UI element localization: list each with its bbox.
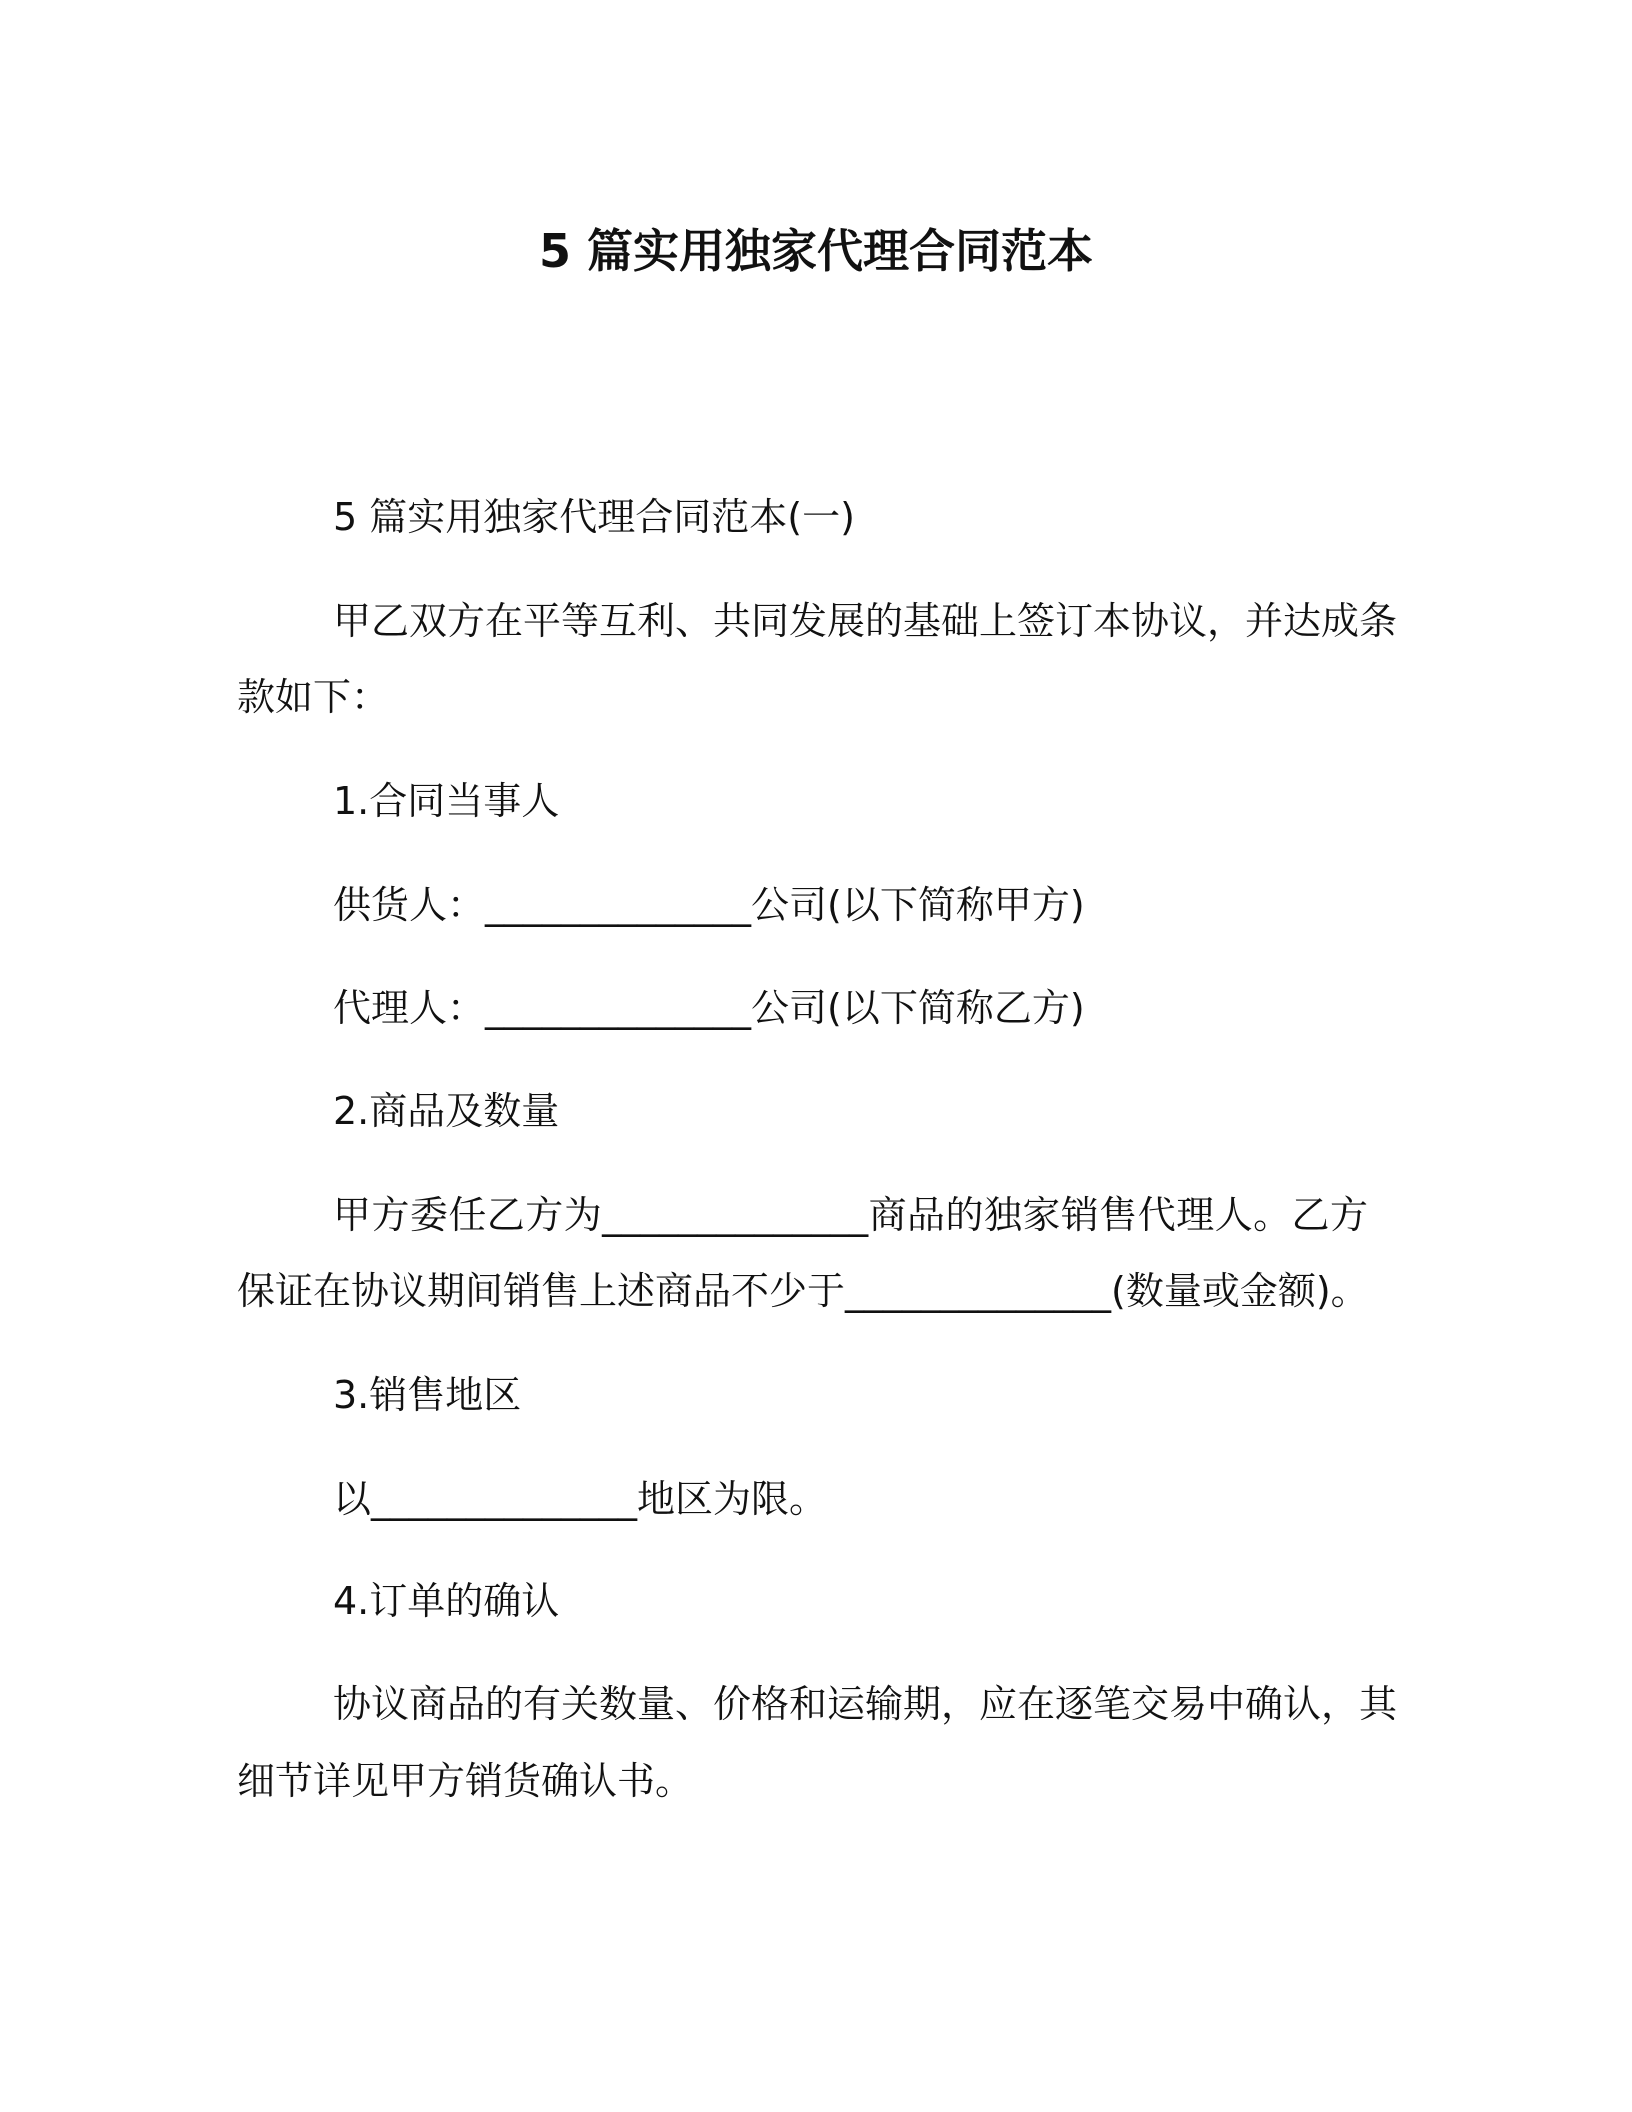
region-line: 以______________地区为限。 — [333, 1477, 828, 1521]
document-title: 5 篇实用独家代理合同范本 — [538, 224, 1094, 278]
section-heading-sales-region: 3.销售地区 — [333, 1373, 522, 1417]
intro-paragraph-line-2: 款如下： — [237, 675, 390, 719]
goods-paragraph-line-1: 甲方委任乙方为______________商品的独家销售代理人。乙方 — [333, 1193, 1368, 1237]
supplier-line: 供货人：______________公司(以下简称甲方) — [333, 883, 1085, 927]
agent-line: 代理人：______________公司(以下简称乙方) — [333, 986, 1085, 1030]
order-paragraph-line-1: 协议商品的有关数量、价格和运输期，应在逐笔交易中确认，其 — [333, 1682, 1398, 1726]
section-heading-order-confirmation: 4.订单的确认 — [333, 1579, 560, 1623]
contract-subtitle: 5 篇实用独家代理合同范本(一) — [333, 495, 855, 539]
goods-paragraph-line-2: 保证在协议期间销售上述商品不少于______________(数量或金额)。 — [237, 1269, 1369, 1313]
section-heading-parties: 1.合同当事人 — [333, 779, 560, 823]
section-heading-goods-quantity: 2.商品及数量 — [333, 1089, 560, 1133]
intro-paragraph-line-1: 甲乙双方在平等互利、共同发展的基础上签订本协议，并达成条 — [333, 599, 1398, 643]
order-paragraph-line-2: 细节详见甲方销货确认书。 — [237, 1759, 694, 1803]
